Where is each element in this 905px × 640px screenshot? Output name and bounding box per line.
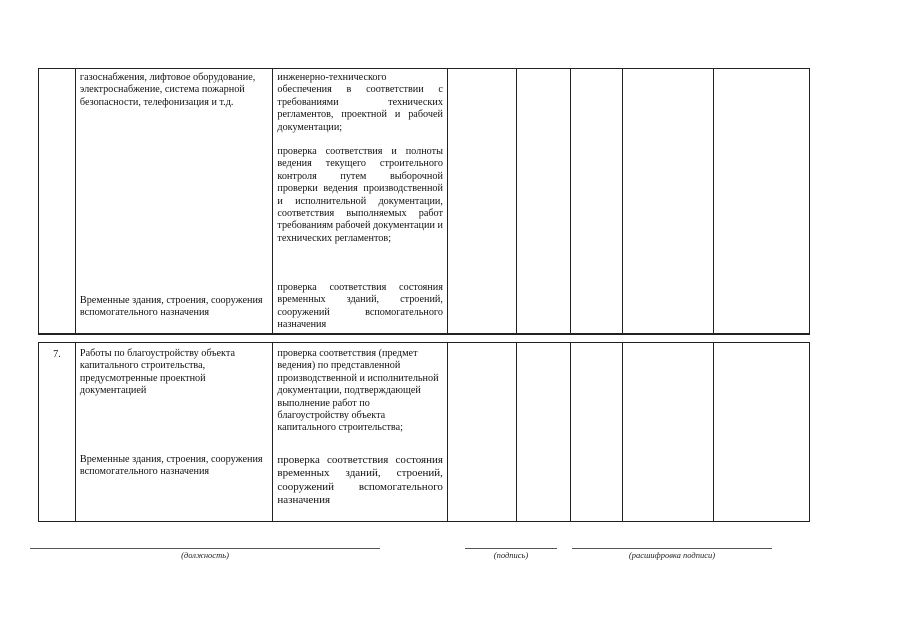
empty-cell	[517, 69, 571, 333]
empty-cell	[714, 69, 809, 333]
inspection-subject-cell	[273, 69, 448, 333]
work-type-cell	[76, 69, 273, 333]
inspection-text-control: проверка соответствия и полноты ведения текущего строительного контроля путем выборочной проверки ведения производственной и исполнительной документации, соответствия выполняемых работ требованиям рабочей документации и технических регламентов;	[277, 146, 443, 244]
inspection-text-engineering: инженерно-технического обеспечения в соответствии с требованиями технических регламентов, проектной и рабочей документации;	[277, 72, 443, 133]
empty-cell	[571, 343, 624, 521]
inspection-table	[38, 68, 810, 522]
work-type-cell	[76, 343, 273, 521]
inspection-text-landscaping: проверка соответствия (предмет ведения) по представленной производственной и исполнительной документации, подтверждающей выполнение работ по благоустройству объекта капитального строительства;	[277, 348, 439, 434]
row-number-cell: 7.	[39, 343, 76, 521]
empty-cell	[448, 343, 517, 521]
decoding-caption: (расшифровка подписи)	[628, 550, 716, 560]
signature-line	[465, 548, 557, 549]
empty-cell	[448, 69, 517, 333]
row-number-cell	[39, 69, 76, 333]
temporary-buildings-text: Временные здания, строения, сооружения вспомогательного назначения	[79, 295, 263, 319]
empty-cell	[623, 69, 714, 333]
inspection-text-temporary: проверка соответствия состояния временных зданий, строений, сооружений вспомогательного назначения	[277, 282, 443, 331]
signature-caption: (подпись)	[493, 550, 529, 560]
inspection-subject-cell	[273, 343, 448, 521]
position-caption: (должность)	[181, 550, 229, 560]
table-row	[38, 342, 810, 522]
table-row	[38, 68, 810, 335]
empty-cell	[714, 343, 809, 521]
decoding-line	[572, 548, 772, 549]
empty-cell	[571, 69, 624, 333]
work-type-text: Работы по благоустройству объекта капитального строительства, предусмотренные проектной документацией	[79, 348, 235, 397]
inspection-text-temporary: проверка соответствия состояния временных зданий, строений, сооружений вспомогательного назначения	[277, 454, 443, 507]
temporary-buildings-text: Временные здания, строения, сооружения вспомогательного назначения	[79, 454, 263, 478]
work-type-text: газоснабжения, лифтовое оборудование, электроснабжение, система пожарной безопасности, телефонизация и т.д.	[79, 72, 256, 108]
empty-cell	[623, 343, 714, 521]
position-line	[30, 548, 380, 549]
empty-cell	[517, 343, 571, 521]
